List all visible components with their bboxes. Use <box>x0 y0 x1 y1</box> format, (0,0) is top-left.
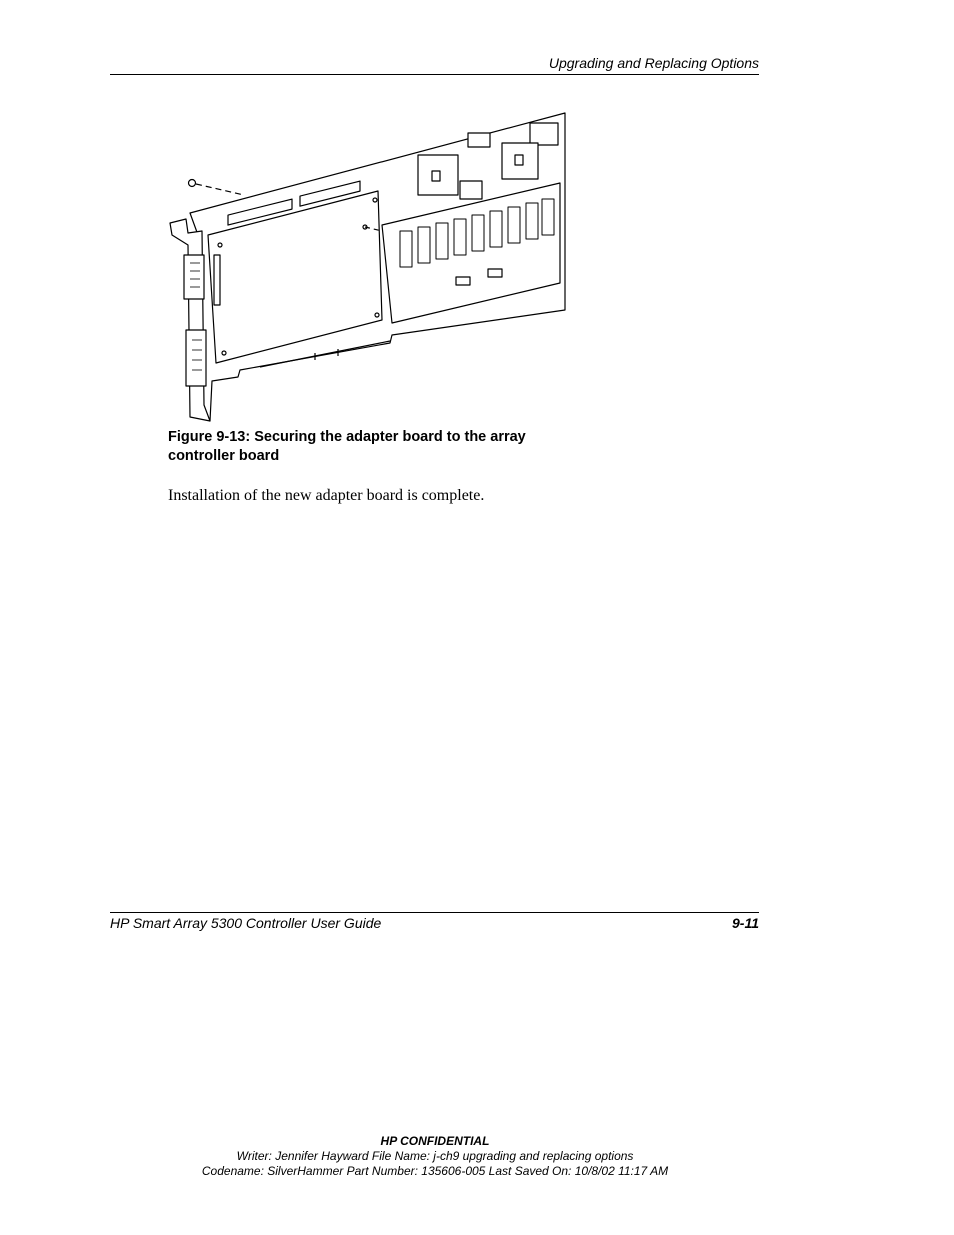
confidential-writer-line: Writer: Jennifer Hayward File Name: j-ch9 upgrading and replacing options <box>236 1149 634 1163</box>
scsi-connector-lower <box>186 330 206 386</box>
confidential-codename-line: Codename: SilverHammer Part Number: 135606-005 Last Saved On: 10/8/02 11:17 AM <box>201 1164 669 1178</box>
footer-rule <box>110 912 759 913</box>
confidential-heading: HP CONFIDENTIAL <box>380 1134 490 1148</box>
figure-caption-line-1: Figure 9-13: Securing the adapter board to the array <box>168 429 526 445</box>
body-paragraph: Installation of the new adapter board is complete. <box>168 487 485 504</box>
footer-page-number: 9-11 <box>732 915 759 931</box>
figure-caption <box>168 428 588 466</box>
chip-1 <box>418 155 458 195</box>
running-header: Upgrading and Replacing Options <box>548 55 759 71</box>
chip-3 <box>460 181 482 199</box>
corner-header-pins <box>530 123 558 145</box>
scsi-connector-upper <box>184 255 204 299</box>
figure-caption-line-2: controller board <box>168 448 280 464</box>
top-header-pins <box>468 133 490 147</box>
figure-9-13 <box>160 105 580 425</box>
confidential-block <box>0 1134 870 1179</box>
footer-guide-title: HP Smart Array 5300 Controller User Guide <box>110 915 382 931</box>
chip-2 <box>502 143 538 179</box>
header-rule <box>110 74 759 75</box>
controller-board-illustration <box>160 105 580 425</box>
